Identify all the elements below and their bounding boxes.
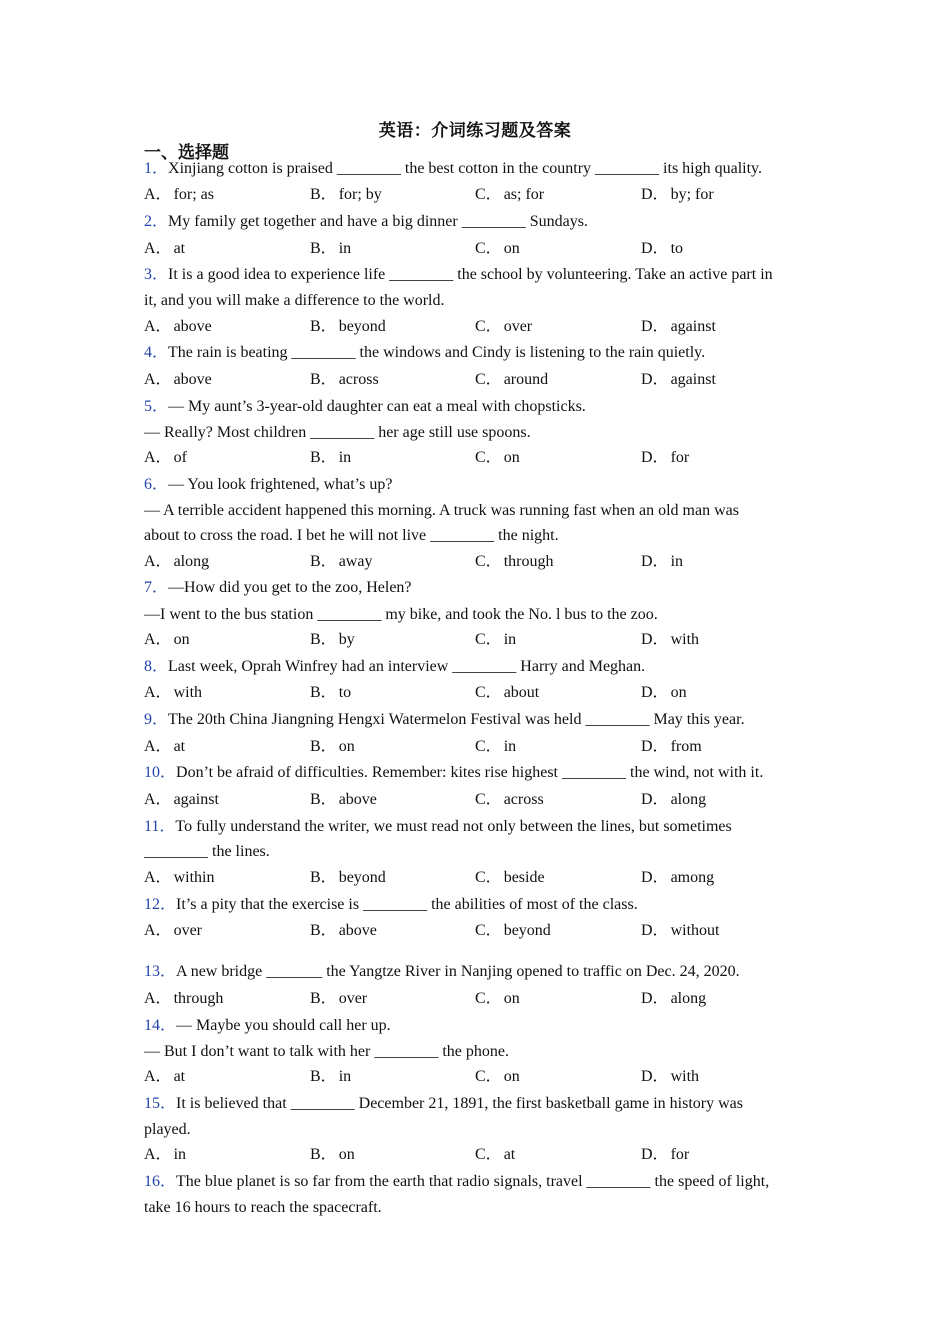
question-text: Last week, Oprah Winfrey had an interview ________ Harry and Meghan. xyxy=(168,658,646,675)
option-letter: A． xyxy=(144,922,172,939)
option-letter: D． xyxy=(641,684,669,701)
option-d[interactable] xyxy=(641,317,716,337)
question-text: The rain is beating ________ the windows and Cindy is listening to the rain quietly. xyxy=(168,344,706,361)
option-text: beyond xyxy=(503,922,551,939)
option-d[interactable] xyxy=(641,790,706,810)
option-text: in xyxy=(670,553,684,570)
option-text: beyond xyxy=(338,869,386,886)
option-text: at xyxy=(503,1146,516,1163)
option-text: with xyxy=(670,631,700,648)
option-b[interactable] xyxy=(310,239,351,259)
option-b[interactable] xyxy=(310,448,351,468)
question-8-options xyxy=(144,683,809,703)
question-14-line-2 xyxy=(144,1042,809,1062)
option-d[interactable] xyxy=(641,737,702,757)
question-text: Xinjiang cotton is praised ________ the best cotton in the country ________ its high quality. xyxy=(168,160,763,177)
option-d[interactable] xyxy=(641,1145,689,1165)
question-9-options xyxy=(144,737,809,757)
option-text: on xyxy=(670,684,687,701)
question-number: 2． xyxy=(144,213,169,230)
option-text: within xyxy=(173,869,215,886)
option-letter: A． xyxy=(144,869,172,886)
option-letter: A． xyxy=(144,631,172,648)
option-text: beside xyxy=(503,869,545,886)
option-d[interactable] xyxy=(641,1067,699,1087)
option-text: to xyxy=(670,240,684,257)
option-a[interactable] xyxy=(144,1145,186,1165)
question-2-options xyxy=(144,239,809,259)
page-title: 英语：介词练习题及答案 xyxy=(378,121,572,141)
option-letter: D． xyxy=(641,738,669,755)
question-7-line-2 xyxy=(144,605,809,625)
option-d[interactable] xyxy=(641,868,714,888)
option-c[interactable] xyxy=(475,185,544,205)
question-5-line-2 xyxy=(144,423,809,443)
option-b[interactable] xyxy=(310,630,355,650)
option-text: of xyxy=(173,449,187,466)
question-text: — Really? Most children ________ her age still use spoons. xyxy=(144,424,531,441)
option-d[interactable] xyxy=(641,552,683,572)
option-a[interactable] xyxy=(144,185,214,205)
option-letter: A． xyxy=(144,186,172,203)
option-text: in xyxy=(503,631,517,648)
option-text: in xyxy=(338,1068,352,1085)
option-d[interactable] xyxy=(641,239,683,259)
option-text: for; as xyxy=(173,186,214,203)
option-text: in xyxy=(338,240,352,257)
option-text: from xyxy=(670,738,702,755)
option-a[interactable] xyxy=(144,790,219,810)
option-text: across xyxy=(503,791,544,808)
question-16-line-1 xyxy=(144,1172,809,1192)
option-text: along xyxy=(670,990,707,1007)
option-a[interactable] xyxy=(144,317,212,337)
option-letter: B． xyxy=(310,318,337,335)
question-11-line-1 xyxy=(144,817,809,837)
option-letter: C． xyxy=(475,449,502,466)
option-letter: A． xyxy=(144,318,172,335)
option-letter: D． xyxy=(641,553,669,570)
option-text: around xyxy=(503,371,549,388)
option-d[interactable] xyxy=(641,683,687,703)
question-number: 7． xyxy=(144,579,169,596)
option-letter: D． xyxy=(641,1146,669,1163)
question-14-line-1 xyxy=(144,1016,809,1036)
option-text: above xyxy=(338,791,377,808)
question-number: 10． xyxy=(144,764,177,781)
question-text: — My aunt’s 3-year-old daughter can eat a meal with chopsticks. xyxy=(168,398,586,415)
option-text: without xyxy=(670,922,720,939)
question-text: — You look frightened, what’s up? xyxy=(168,476,393,493)
option-c[interactable] xyxy=(475,317,532,337)
option-letter: A． xyxy=(144,240,172,257)
option-letter: B． xyxy=(310,371,337,388)
option-b[interactable] xyxy=(310,1145,355,1165)
question-number: 12． xyxy=(144,896,177,913)
option-b[interactable] xyxy=(310,790,377,810)
option-text: at xyxy=(173,738,186,755)
option-text: about xyxy=(503,684,540,701)
option-text: in xyxy=(503,738,517,755)
option-letter: A． xyxy=(144,449,172,466)
question-10-options xyxy=(144,790,809,810)
option-letter: D． xyxy=(641,318,669,335)
question-number: 5． xyxy=(144,398,169,415)
option-text: over xyxy=(338,990,368,1007)
option-text: for; by xyxy=(338,186,382,203)
question-text: —I went to the bus station ________ my bike, and took the No. l bus to the zoo. xyxy=(144,606,658,623)
option-letter: B． xyxy=(310,240,337,257)
option-text: on xyxy=(503,449,520,466)
question-7-options xyxy=(144,630,809,650)
option-d[interactable] xyxy=(641,630,699,650)
option-text: with xyxy=(670,1068,700,1085)
option-text: by; for xyxy=(670,186,714,203)
option-b[interactable] xyxy=(310,317,386,337)
option-text: against xyxy=(173,791,219,808)
option-letter: D． xyxy=(641,371,669,388)
option-a[interactable] xyxy=(144,683,202,703)
question-text: To fully understand the writer, we must read not only between the lines, but sometimes xyxy=(175,818,732,835)
question-6-line-3 xyxy=(144,526,809,546)
option-text: on xyxy=(338,1146,355,1163)
option-text: for xyxy=(670,1146,690,1163)
option-c[interactable] xyxy=(475,630,516,650)
question-text: The blue planet is so far from the earth that radio signals, travel ________ the speed of light, xyxy=(176,1173,770,1190)
option-text: by xyxy=(338,631,355,648)
option-a[interactable] xyxy=(144,448,187,468)
option-text: above xyxy=(173,318,212,335)
question-14-options xyxy=(144,1067,809,1087)
question-number: 14． xyxy=(144,1017,177,1034)
option-letter: B． xyxy=(310,990,337,1007)
option-letter: B． xyxy=(310,791,337,808)
question-text: It’s a pity that the exercise is ________ the abilities of most of the class. xyxy=(176,896,638,913)
option-letter: B． xyxy=(310,631,337,648)
option-d[interactable] xyxy=(641,370,716,390)
question-4-options xyxy=(144,370,809,390)
option-text: through xyxy=(503,553,554,570)
question-number: 11． xyxy=(144,818,176,835)
question-text: —How did you get to the zoo, Helen? xyxy=(168,579,412,596)
option-letter: A． xyxy=(144,990,172,1007)
option-letter: D． xyxy=(641,922,669,939)
question-6-line-1 xyxy=(144,475,809,495)
option-letter: D． xyxy=(641,990,669,1007)
question-text: — Maybe you should call her up. xyxy=(176,1017,391,1034)
option-a[interactable] xyxy=(144,239,185,259)
option-c[interactable] xyxy=(475,989,520,1009)
option-letter: D． xyxy=(641,631,669,648)
option-d[interactable] xyxy=(641,185,714,205)
option-text: to xyxy=(338,684,352,701)
option-text: against xyxy=(670,371,716,388)
option-letter: A． xyxy=(144,553,172,570)
question-15-options xyxy=(144,1145,809,1165)
question-number: 8． xyxy=(144,658,169,675)
question-1-options xyxy=(144,185,809,205)
question-number: 3． xyxy=(144,266,169,283)
option-b[interactable] xyxy=(310,921,377,941)
option-b[interactable] xyxy=(310,737,355,757)
option-letter: A． xyxy=(144,1068,172,1085)
option-letter: C． xyxy=(475,869,502,886)
question-text: It is a good idea to experience life ________ the school by volunteering. Take an active part in xyxy=(168,266,773,283)
option-letter: C． xyxy=(475,738,502,755)
option-letter: B． xyxy=(310,684,337,701)
question-text: My family get together and have a big dinner ________ Sundays. xyxy=(168,213,588,230)
option-text: with xyxy=(173,684,203,701)
question-15-line-2 xyxy=(144,1120,809,1140)
option-letter: C． xyxy=(475,240,502,257)
question-5-options xyxy=(144,448,809,468)
option-letter: A． xyxy=(144,1146,172,1163)
option-b[interactable] xyxy=(310,989,367,1009)
option-text: against xyxy=(670,318,716,335)
question-number: 9． xyxy=(144,711,169,728)
question-text: about to cross the road. I bet he will not live ________ the night. xyxy=(144,527,559,544)
question-5-line-1 xyxy=(144,397,809,417)
option-letter: D． xyxy=(641,1068,669,1085)
option-c[interactable] xyxy=(475,448,520,468)
option-letter: C． xyxy=(475,631,502,648)
question-12-line-1 xyxy=(144,895,809,915)
option-text: at xyxy=(173,1068,186,1085)
option-c[interactable] xyxy=(475,868,545,888)
option-text: for xyxy=(670,449,690,466)
option-text: on xyxy=(173,631,190,648)
option-text: beyond xyxy=(338,318,386,335)
option-letter: C． xyxy=(475,990,502,1007)
option-b[interactable] xyxy=(310,552,372,572)
question-number: 6． xyxy=(144,476,169,493)
option-text: among xyxy=(670,869,715,886)
option-c[interactable] xyxy=(475,552,553,572)
option-text: on xyxy=(503,990,520,1007)
question-10-line-1 xyxy=(144,763,809,783)
question-number: 13． xyxy=(144,963,177,980)
option-c[interactable] xyxy=(475,239,520,259)
option-letter: D． xyxy=(641,869,669,886)
question-9-line-1 xyxy=(144,710,809,730)
option-letter: B． xyxy=(310,922,337,939)
question-number: 1． xyxy=(144,160,169,177)
option-text: above xyxy=(338,922,377,939)
option-c[interactable] xyxy=(475,1067,520,1087)
option-text: above xyxy=(173,371,212,388)
option-text: in xyxy=(173,1146,187,1163)
question-13-line-1 xyxy=(144,962,809,982)
option-text: through xyxy=(173,990,224,1007)
question-text: — But I don’t want to talk with her ________ the phone. xyxy=(144,1043,509,1060)
option-letter: B． xyxy=(310,553,337,570)
option-a[interactable] xyxy=(144,989,223,1009)
option-a[interactable] xyxy=(144,737,185,757)
option-text: as; for xyxy=(503,186,545,203)
question-11-line-2 xyxy=(144,842,809,862)
question-4-line-1 xyxy=(144,343,809,363)
option-a[interactable] xyxy=(144,370,212,390)
question-text: Don’t be afraid of difficulties. Remember: kites rise highest ________ the wind, not with it. xyxy=(176,764,764,781)
option-letter: A． xyxy=(144,791,172,808)
option-letter: C． xyxy=(475,371,502,388)
question-3-options xyxy=(144,317,809,337)
option-letter: C． xyxy=(475,1068,502,1085)
option-c[interactable] xyxy=(475,683,539,703)
option-letter: B． xyxy=(310,186,337,203)
option-a[interactable] xyxy=(144,921,202,941)
option-a[interactable] xyxy=(144,630,190,650)
option-a[interactable] xyxy=(144,552,209,572)
option-text: on xyxy=(503,1068,520,1085)
question-13-options xyxy=(144,989,809,1009)
option-b[interactable] xyxy=(310,868,386,888)
option-letter: B． xyxy=(310,1068,337,1085)
question-text: take 16 hours to reach the spacecraft. xyxy=(144,1199,382,1216)
option-letter: B． xyxy=(310,738,337,755)
option-b[interactable] xyxy=(310,683,351,703)
option-letter: C． xyxy=(475,186,502,203)
question-6-line-2 xyxy=(144,501,809,521)
option-d[interactable] xyxy=(641,989,706,1009)
option-letter: D． xyxy=(641,791,669,808)
option-letter: A． xyxy=(144,371,172,388)
option-text: on xyxy=(503,240,520,257)
option-letter: C． xyxy=(475,684,502,701)
question-1-line-1 xyxy=(144,159,809,179)
question-8-line-1 xyxy=(144,657,809,677)
question-text: — A terrible accident happened this morning. A truck was running fast when an old man was xyxy=(144,502,739,519)
option-letter: D． xyxy=(641,449,669,466)
option-d[interactable] xyxy=(641,448,689,468)
question-text: A new bridge _______ the Yangtze River in Nanjing opened to traffic on Dec. 24, 2020. xyxy=(176,963,740,980)
option-a[interactable] xyxy=(144,1067,185,1087)
question-text: it, and you will make a difference to the world. xyxy=(144,292,445,309)
question-12-options xyxy=(144,921,809,941)
question-number: 15． xyxy=(144,1095,177,1112)
question-7-line-1 xyxy=(144,578,809,598)
option-letter: A． xyxy=(144,684,172,701)
option-b[interactable] xyxy=(310,370,379,390)
option-letter: C． xyxy=(475,553,502,570)
question-number: 16． xyxy=(144,1173,177,1190)
option-letter: B． xyxy=(310,449,337,466)
question-text: played. xyxy=(144,1121,191,1138)
option-text: on xyxy=(338,738,355,755)
option-c[interactable] xyxy=(475,921,551,941)
option-letter: A． xyxy=(144,738,172,755)
option-b[interactable] xyxy=(310,1067,351,1087)
option-letter: C． xyxy=(475,1146,502,1163)
option-c[interactable] xyxy=(475,370,548,390)
option-text: along xyxy=(670,791,707,808)
question-11-options xyxy=(144,868,809,888)
question-3-line-2 xyxy=(144,291,809,311)
option-letter: D． xyxy=(641,186,669,203)
option-c[interactable] xyxy=(475,1145,515,1165)
option-letter: D． xyxy=(641,240,669,257)
question-15-line-1 xyxy=(144,1094,809,1114)
option-c[interactable] xyxy=(475,790,544,810)
option-d[interactable] xyxy=(641,921,719,941)
option-text: in xyxy=(338,449,352,466)
option-text: over xyxy=(173,922,202,939)
section-heading: 一、选择题 xyxy=(144,143,229,163)
option-a[interactable] xyxy=(144,868,214,888)
question-text: ________ the lines. xyxy=(144,843,270,860)
option-letter: C． xyxy=(475,318,502,335)
option-text: along xyxy=(173,553,210,570)
option-text: over xyxy=(503,318,533,335)
option-text: across xyxy=(338,371,379,388)
question-number: 4． xyxy=(144,344,169,361)
option-letter: C． xyxy=(475,791,502,808)
option-c[interactable] xyxy=(475,737,516,757)
question-text: The 20th China Jiangning Hengxi Watermelon Festival was held ________ May this year. xyxy=(168,711,745,728)
question-6-options xyxy=(144,552,809,572)
option-letter: C． xyxy=(475,922,502,939)
option-text: away xyxy=(338,553,373,570)
option-letter: B． xyxy=(310,869,337,886)
question-2-line-1 xyxy=(144,212,809,232)
option-b[interactable] xyxy=(310,185,382,205)
option-text: at xyxy=(173,240,186,257)
option-letter: B． xyxy=(310,1146,337,1163)
question-16-line-2 xyxy=(144,1198,809,1218)
question-text: It is believed that ________ December 21, 1891, the first basketball game in history was xyxy=(176,1095,743,1112)
question-3-line-1 xyxy=(144,265,809,285)
